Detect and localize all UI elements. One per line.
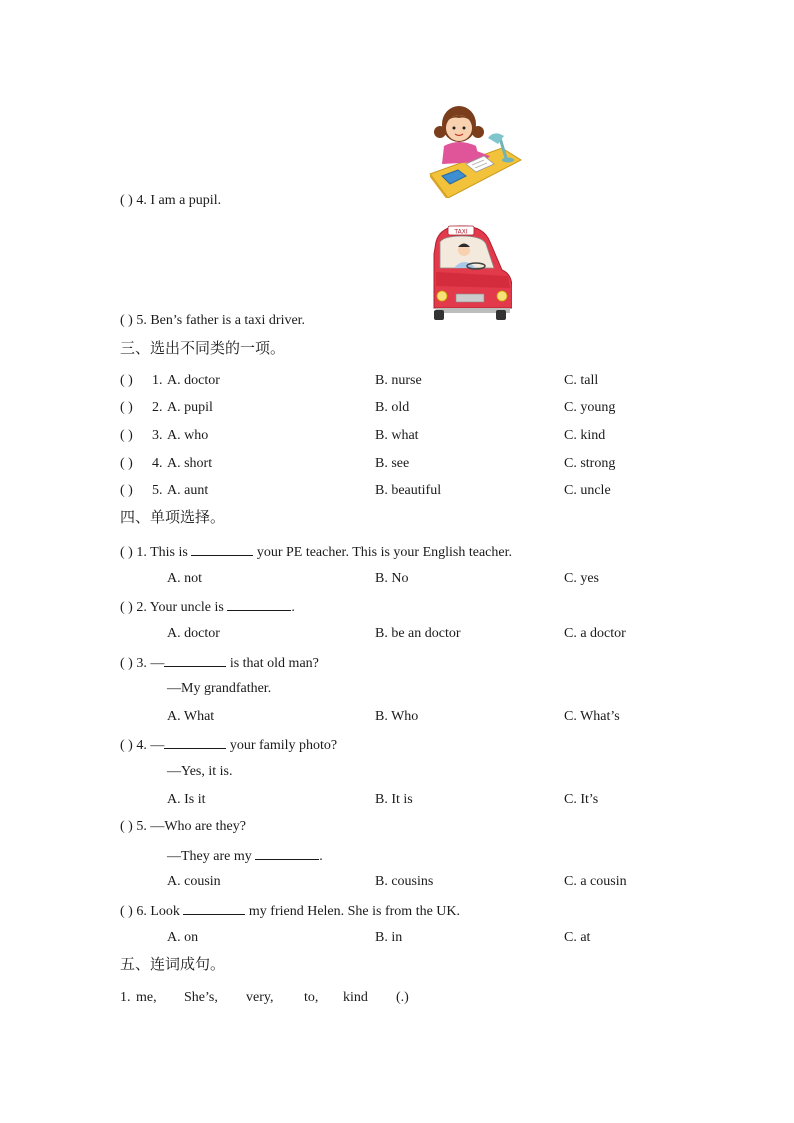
option-a: A. doctor <box>167 373 220 388</box>
option-b: B. be an doctor <box>375 626 461 641</box>
answer-paren[interactable]: ( ) <box>120 656 133 671</box>
word-token: (.) <box>396 990 409 1005</box>
question-text-post: . <box>291 600 295 615</box>
question-1 <box>120 542 512 562</box>
option-a: A. short <box>167 456 213 471</box>
row-number: 5. <box>152 483 163 498</box>
section4-heading: 四、单项选择。 <box>120 508 226 526</box>
row-number: 3. <box>152 428 163 443</box>
word-token: She’s, <box>184 990 218 1005</box>
section5-heading: 五、连词成句。 <box>120 955 226 973</box>
option-b: B. nurse <box>375 373 422 388</box>
question-number: 1. <box>120 990 131 1005</box>
question-text-post: your family photo? <box>229 738 338 753</box>
option-c: C. strong <box>564 456 616 471</box>
question-text-pre: 4. — <box>136 738 165 753</box>
item-text: 5. Ben’s father is a taxi driver. <box>136 313 306 328</box>
option-a: A. pupil <box>167 400 213 415</box>
answer-paren[interactable]: ( ) <box>120 313 133 328</box>
option-b: B. in <box>375 930 403 945</box>
option-c: C. a cousin <box>564 874 627 889</box>
option-b: B. Who <box>375 709 419 724</box>
word-token: to, <box>304 990 319 1005</box>
reply-line <box>167 846 323 866</box>
option-c: C. yes <box>564 571 599 586</box>
option-a: A. aunt <box>167 483 209 498</box>
fill-blank[interactable] <box>164 735 226 749</box>
reply-text: —Yes, it is. <box>167 764 233 779</box>
taxi-illustration <box>432 224 512 322</box>
question-5 <box>120 818 246 836</box>
option-b: B. old <box>375 400 410 415</box>
word-token: kind <box>343 990 368 1005</box>
fill-blank[interactable] <box>183 901 245 915</box>
answer-paren[interactable]: ( ) <box>120 193 133 208</box>
question-text-pre: 1. This is <box>136 545 188 560</box>
reply-text-pre: —They are my <box>167 849 252 864</box>
part2-item-5 <box>120 312 305 330</box>
answer-paren[interactable]: ( ) <box>120 373 133 388</box>
answer-paren[interactable]: ( ) <box>120 904 133 919</box>
fill-blank[interactable] <box>255 846 319 860</box>
answer-paren[interactable]: ( ) <box>120 819 133 834</box>
option-a: A. on <box>167 930 199 945</box>
question-text-post: my friend Helen. She is from the UK. <box>248 904 461 919</box>
option-b: B. what <box>375 428 419 443</box>
question-text-pre: 3. — <box>136 656 165 671</box>
option-c: C. What’s <box>564 709 620 724</box>
section3-heading: 三、选出不同类的一项。 <box>120 339 286 357</box>
row-number: 1. <box>152 373 163 388</box>
option-a: A. doctor <box>167 626 220 641</box>
answer-paren[interactable]: ( ) <box>120 738 133 753</box>
question-text-post: is that old man? <box>229 656 319 671</box>
girl-at-desk-illustration <box>428 102 522 198</box>
question-text-post: your PE teacher. This is your English teacher. <box>256 545 512 560</box>
question-text-pre: 5. —Who are they? <box>136 819 246 834</box>
word-token: very, <box>246 990 274 1005</box>
option-b: B. It is <box>375 792 413 807</box>
reply-text-post: . <box>319 849 323 864</box>
question-text-pre: 2. Your uncle is <box>136 600 224 615</box>
option-a: A. What <box>167 709 215 724</box>
answer-paren[interactable]: ( ) <box>120 545 133 560</box>
answer-paren[interactable]: ( ) <box>120 483 133 498</box>
answer-paren[interactable]: ( ) <box>120 600 133 615</box>
question-2 <box>120 597 295 617</box>
svg-text:TAXI: TAXI <box>454 228 468 236</box>
fill-blank[interactable] <box>227 597 291 611</box>
fill-blank[interactable] <box>164 653 226 667</box>
option-a: A. who <box>167 428 209 443</box>
question-3 <box>120 653 319 673</box>
option-c: C. at <box>564 930 591 945</box>
option-c: C. uncle <box>564 483 611 498</box>
option-a: A. not <box>167 571 202 586</box>
option-b: B. No <box>375 571 409 586</box>
row-number: 4. <box>152 456 163 471</box>
option-c: C. kind <box>564 428 606 443</box>
answer-paren[interactable]: ( ) <box>120 400 133 415</box>
option-a: A. cousin <box>167 874 221 889</box>
option-a: A. Is it <box>167 792 206 807</box>
answer-paren[interactable]: ( ) <box>120 428 133 443</box>
question-6 <box>120 901 460 921</box>
item-text: 4. I am a pupil. <box>136 193 222 208</box>
fill-blank[interactable] <box>191 542 253 556</box>
option-c: C. young <box>564 400 616 415</box>
word-token: me, <box>136 990 157 1005</box>
answer-paren[interactable]: ( ) <box>120 456 133 471</box>
option-c: C. It’s <box>564 792 599 807</box>
option-b: B. beautiful <box>375 483 442 498</box>
reply-text: —My grandfather. <box>167 681 272 696</box>
part2-item-4 <box>120 192 221 210</box>
option-c: C. a doctor <box>564 626 626 641</box>
option-c: C. tall <box>564 373 599 388</box>
row-number: 2. <box>152 400 163 415</box>
option-b: B. cousins <box>375 874 434 889</box>
question-text-pre: 6. Look <box>136 904 180 919</box>
question-4 <box>120 735 337 755</box>
option-b: B. see <box>375 456 410 471</box>
